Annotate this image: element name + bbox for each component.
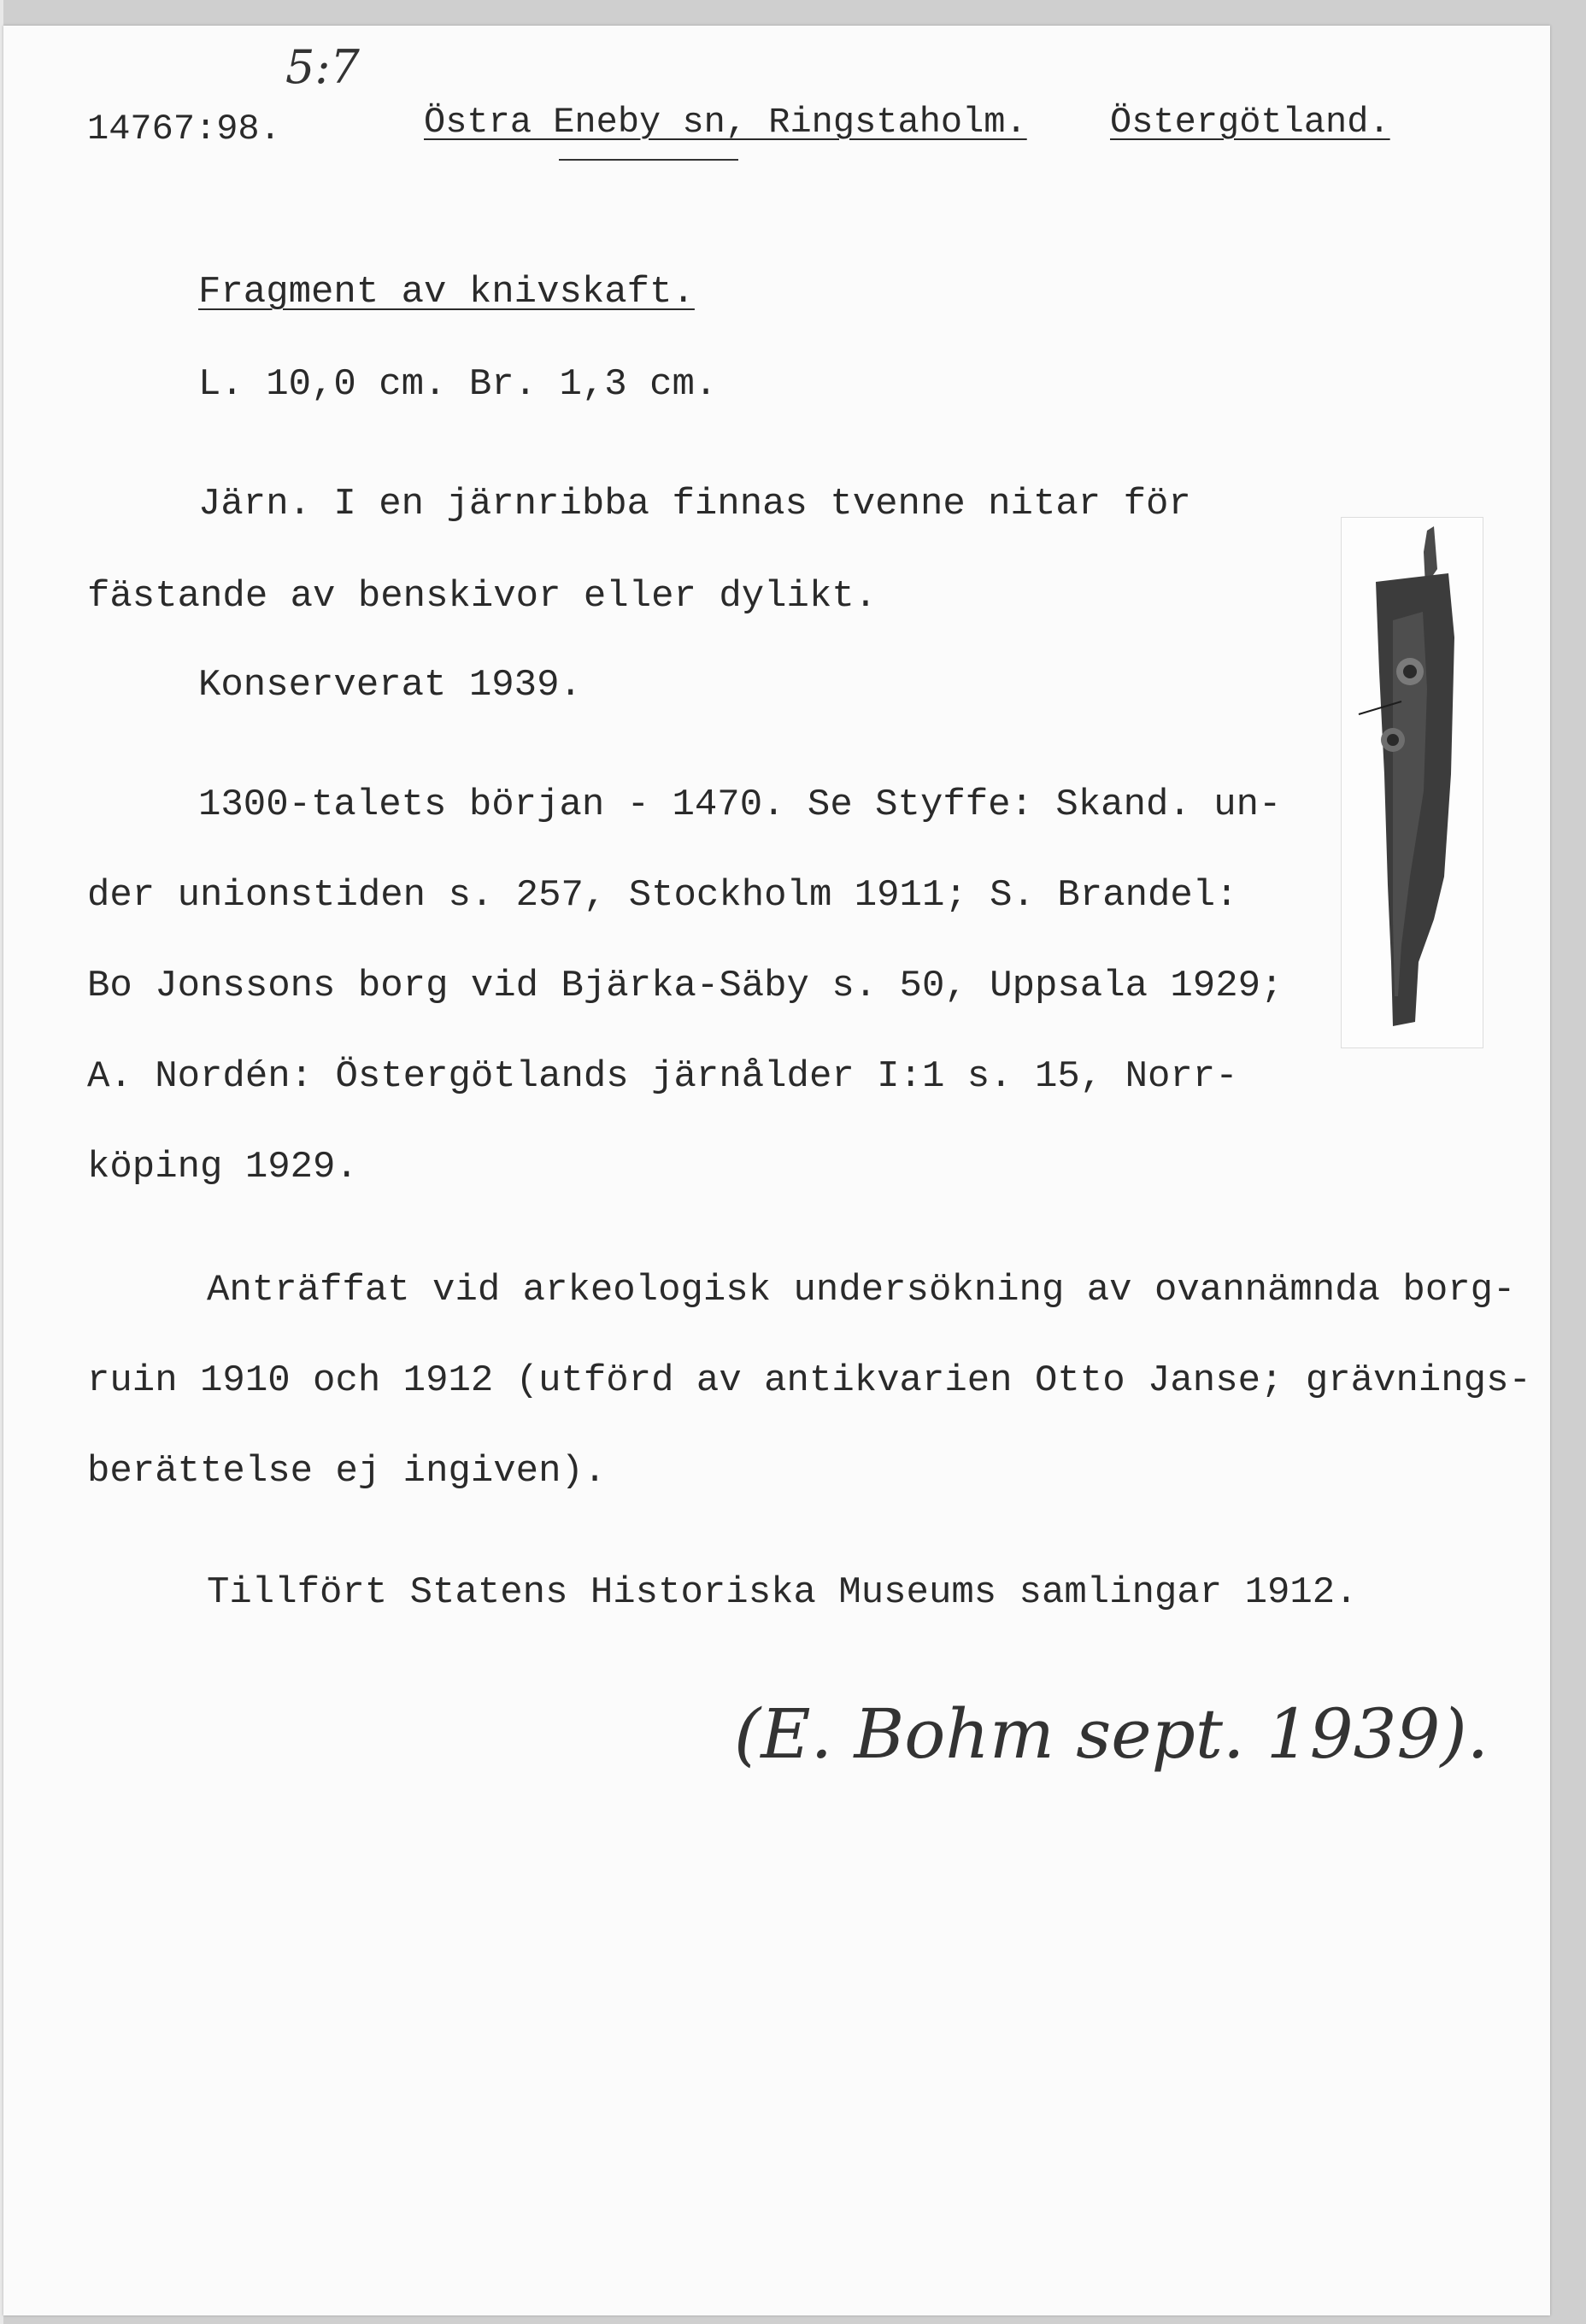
description-line-1: Järn. I en järnribba finnas tvenne nitar för <box>198 483 1191 525</box>
find-line-2: ruin 1910 och 1912 (utförd av antikvarien Otto Janse; grävnings- <box>87 1359 1531 1402</box>
object-photo <box>1341 517 1483 1048</box>
place: Östra Eneby sn, Ringstaholm. <box>424 102 1027 143</box>
handwritten-signature: (E. Bohm sept. 1939). <box>734 1694 1489 1774</box>
dating-line-4: A. Nordén: Östergötlands järnålder I:1 s. 15, Norr- <box>87 1055 1238 1098</box>
find-line-1: Anträffat vid arkeologisk undersökning av ovannämnda borg- <box>207 1269 1516 1312</box>
object-dimensions: L. 10,0 cm. Br. 1,3 cm. <box>198 363 718 406</box>
find-line-3: berättelse ej ingiven). <box>87 1450 607 1493</box>
dating-line-1: 1300-talets början - 1470. Se Styffe: Skand. un- <box>198 783 1282 826</box>
handwritten-mark: 5:7 <box>285 40 360 94</box>
inventory-number: 14767:98. <box>87 109 281 150</box>
conservation-note: Konserverat 1939. <box>198 664 582 707</box>
acquisition-line: Tillfört Statens Historiska Museums samlingar 1912. <box>207 1571 1358 1614</box>
dating-line-5: köping 1929. <box>87 1146 358 1188</box>
catalog-card <box>3 26 1550 2315</box>
dating-line-3: Bo Jonssons borg vid Bjärka-Säby s. 50, Uppsala 1929; <box>87 965 1283 1007</box>
knife-handle-fragment-image <box>1342 518 1483 1048</box>
description-line-2: fästande av benskivor eller dylikt. <box>87 575 878 618</box>
object-title: Fragment av knivskaft. <box>198 271 695 314</box>
province: Östergötland. <box>1110 102 1390 143</box>
dating-line-2: der unionstiden s. 257, Stockholm 1911; S. Brandel: <box>87 874 1238 917</box>
place-double-underline <box>559 159 738 161</box>
